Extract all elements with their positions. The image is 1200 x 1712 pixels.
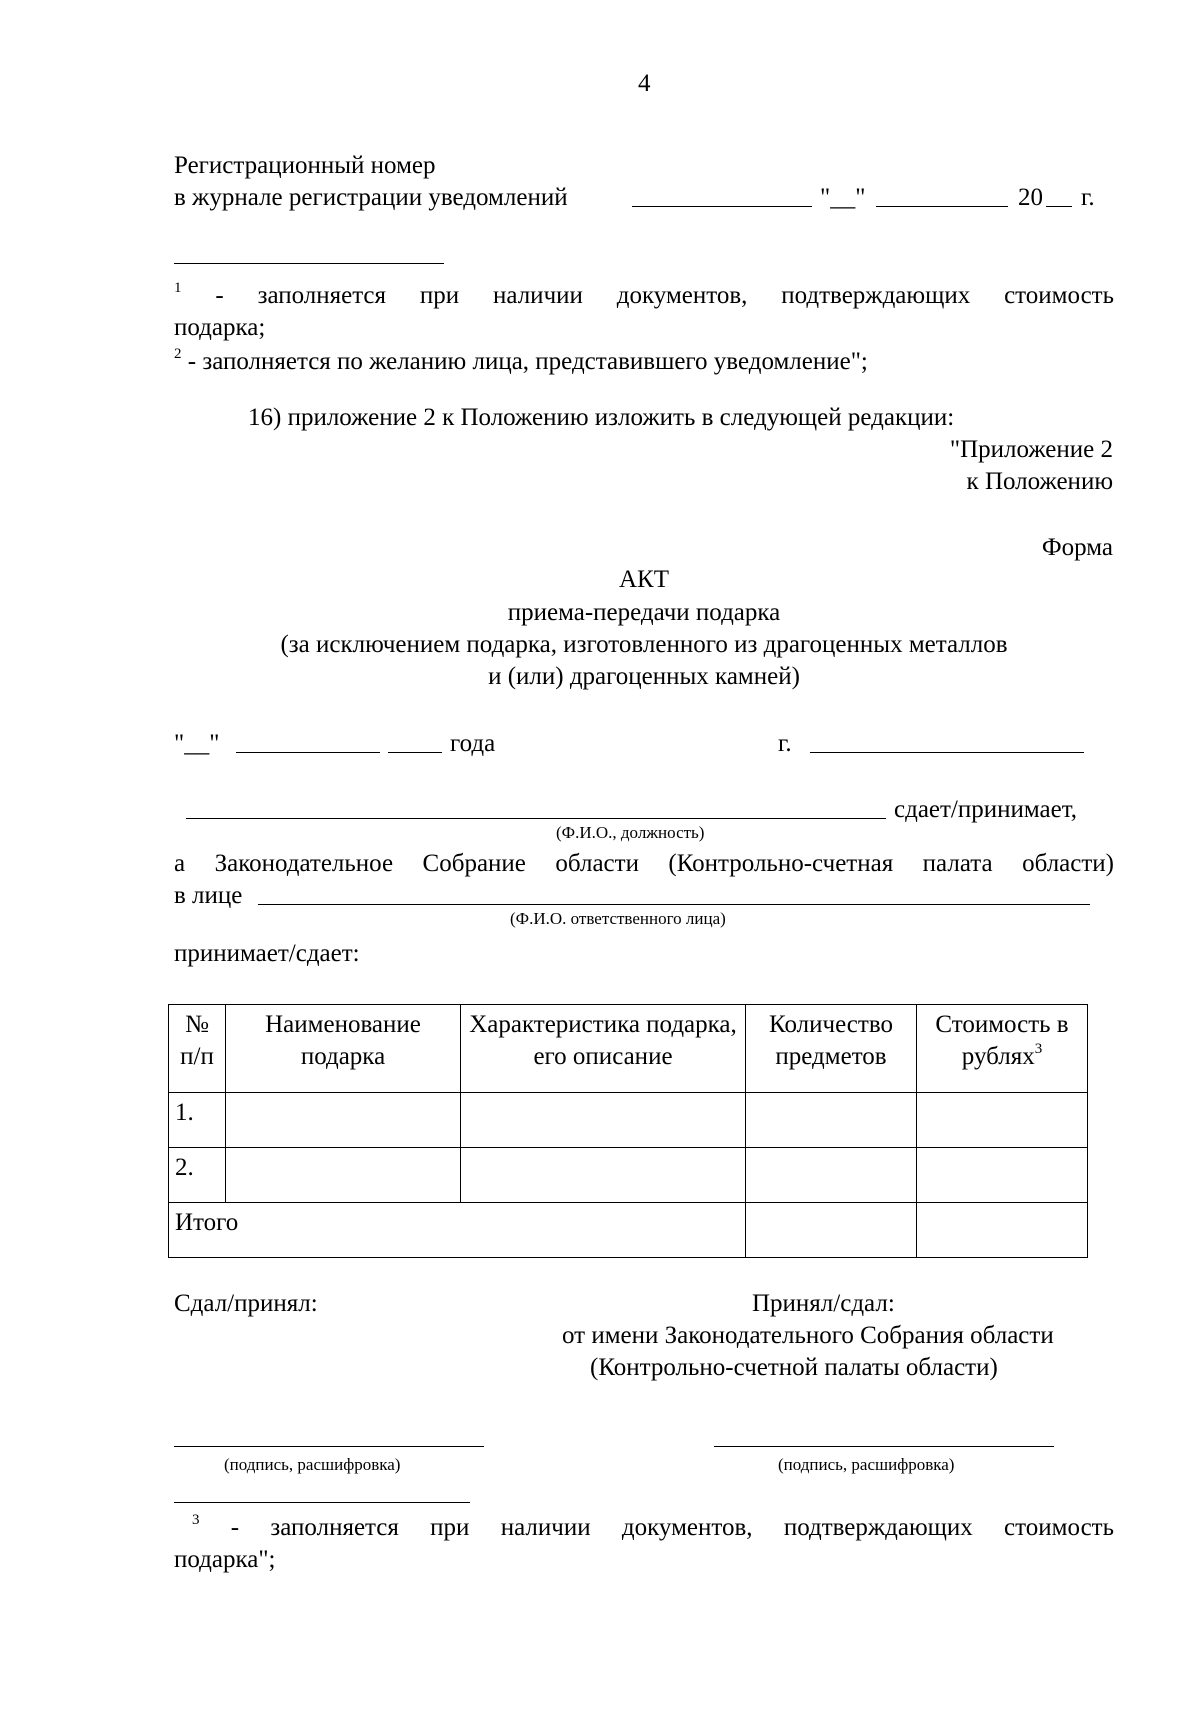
act-city-blank [810, 752, 1084, 753]
footnote-3-line-1 [174, 1512, 1114, 1544]
header-cost [917, 1005, 1088, 1093]
form-label: Форма [1041, 534, 1113, 561]
registration-year-blank [1046, 206, 1072, 207]
row-name-cell [226, 1093, 461, 1148]
right-signature-caption: (подпись, расшифровка) [778, 1455, 955, 1474]
total-label: Итого [169, 1203, 746, 1258]
act-month-blank [236, 752, 380, 753]
total-quantity-cell [746, 1203, 917, 1258]
right-signature-assembly: от имени Законодательного Собрания области [562, 1322, 1054, 1349]
giver-fio-blank [186, 818, 886, 819]
in-person-label: в лице [174, 882, 243, 909]
registration-journal-label: в журнале регистрации уведомлений [174, 184, 568, 211]
registration-label: Регистрационный номер [174, 152, 436, 179]
row-characteristic-cell [461, 1148, 746, 1203]
footnote-3-mark: 3 [192, 1511, 200, 1528]
footnote-1-mark: 1 [174, 279, 182, 296]
amendment-text: 16) приложение 2 к Положению изложить в следующей редакции: [248, 404, 955, 431]
left-signature-label: Сдал/принял: [174, 1290, 318, 1317]
gift-table [168, 1004, 1088, 1258]
act-city-prefix: г. [778, 730, 792, 757]
appendix-reference: к Положению [966, 468, 1113, 495]
header-num: № п/п [169, 1005, 226, 1093]
row-quantity-cell [746, 1093, 917, 1148]
total-cost-cell [917, 1203, 1088, 1258]
responsible-fio-blank [258, 904, 1090, 905]
table-row [169, 1148, 1088, 1203]
row-cost-cell [917, 1093, 1088, 1148]
header-cost-mark: 3 [1034, 1040, 1043, 1057]
row-num: 2. [169, 1148, 226, 1203]
registration-year-suffix: г. [1081, 184, 1095, 211]
act-year-word: года [450, 730, 496, 757]
footnote-2 [174, 346, 868, 378]
footnote-3-line-2: подарка"; [174, 1546, 276, 1573]
left-signature-line [174, 1446, 484, 1447]
act-day-blank: "__" [174, 730, 220, 757]
act-title: АКТ [619, 566, 669, 593]
act-subtitle-exclusion-end: и (или) драгоценных камней) [488, 663, 800, 690]
act-subtitle-exclusion: (за исключением подарка, изготовленного из драгоценных металлов [280, 631, 1008, 658]
registration-day-blank: "__" [820, 184, 866, 211]
header-characteristic: Характеристика подарка, его описание [461, 1005, 746, 1093]
footnote-3-text: - заполняется при наличии документов, подтверждающих стоимость [230, 1514, 1114, 1541]
footnote-2-text: - заполняется по желанию лица, представившего уведомление"; [187, 348, 868, 375]
footnote-separator-bottom [174, 1502, 470, 1503]
row-characteristic-cell [461, 1093, 746, 1148]
caption-fio-position: (Ф.И.О., должность) [556, 823, 705, 842]
footnote-1-line-2: подарка; [174, 314, 266, 341]
assembly-line: а Законодательное Собрание области (Контрольно-счетная палата области) [174, 850, 1114, 877]
header-cost-text: Стоимость в рублях [935, 1011, 1069, 1070]
page-number: 4 [638, 70, 651, 97]
row-quantity-cell [746, 1148, 917, 1203]
act-year-blank [388, 752, 442, 753]
header-name: Наименование подарка [226, 1005, 461, 1093]
right-signature-line [714, 1446, 1054, 1447]
receives-gives-label: принимает/сдает: [174, 940, 360, 967]
table-row [169, 1093, 1088, 1148]
header-quantity: Количество предметов [746, 1005, 917, 1093]
registration-year-prefix: 20 [1018, 184, 1043, 211]
footnote-1-line-1 [174, 280, 1114, 312]
appendix-title: "Приложение 2 [949, 436, 1113, 463]
caption-responsible: (Ф.И.О. ответственного лица) [510, 909, 726, 928]
row-num: 1. [169, 1093, 226, 1148]
table-header-row [169, 1005, 1088, 1093]
right-signature-chamber: (Контрольно-счетной палаты области) [590, 1354, 998, 1381]
registration-number-blank [632, 206, 812, 207]
table-total-row [169, 1203, 1088, 1258]
footnote-separator-top [174, 263, 444, 264]
act-subtitle: приема-передачи подарка [507, 599, 781, 626]
row-name-cell [226, 1148, 461, 1203]
footnote-1-text: - заполняется при наличии документов, подтверждающих стоимость [215, 282, 1115, 309]
right-signature-label: Принял/сдал: [752, 1290, 895, 1317]
footnote-2-mark: 2 [174, 345, 182, 362]
gives-receives-label: сдает/принимает, [894, 796, 1078, 823]
registration-month-blank [876, 206, 1008, 207]
left-signature-caption: (подпись, расшифровка) [224, 1455, 401, 1474]
row-cost-cell [917, 1148, 1088, 1203]
